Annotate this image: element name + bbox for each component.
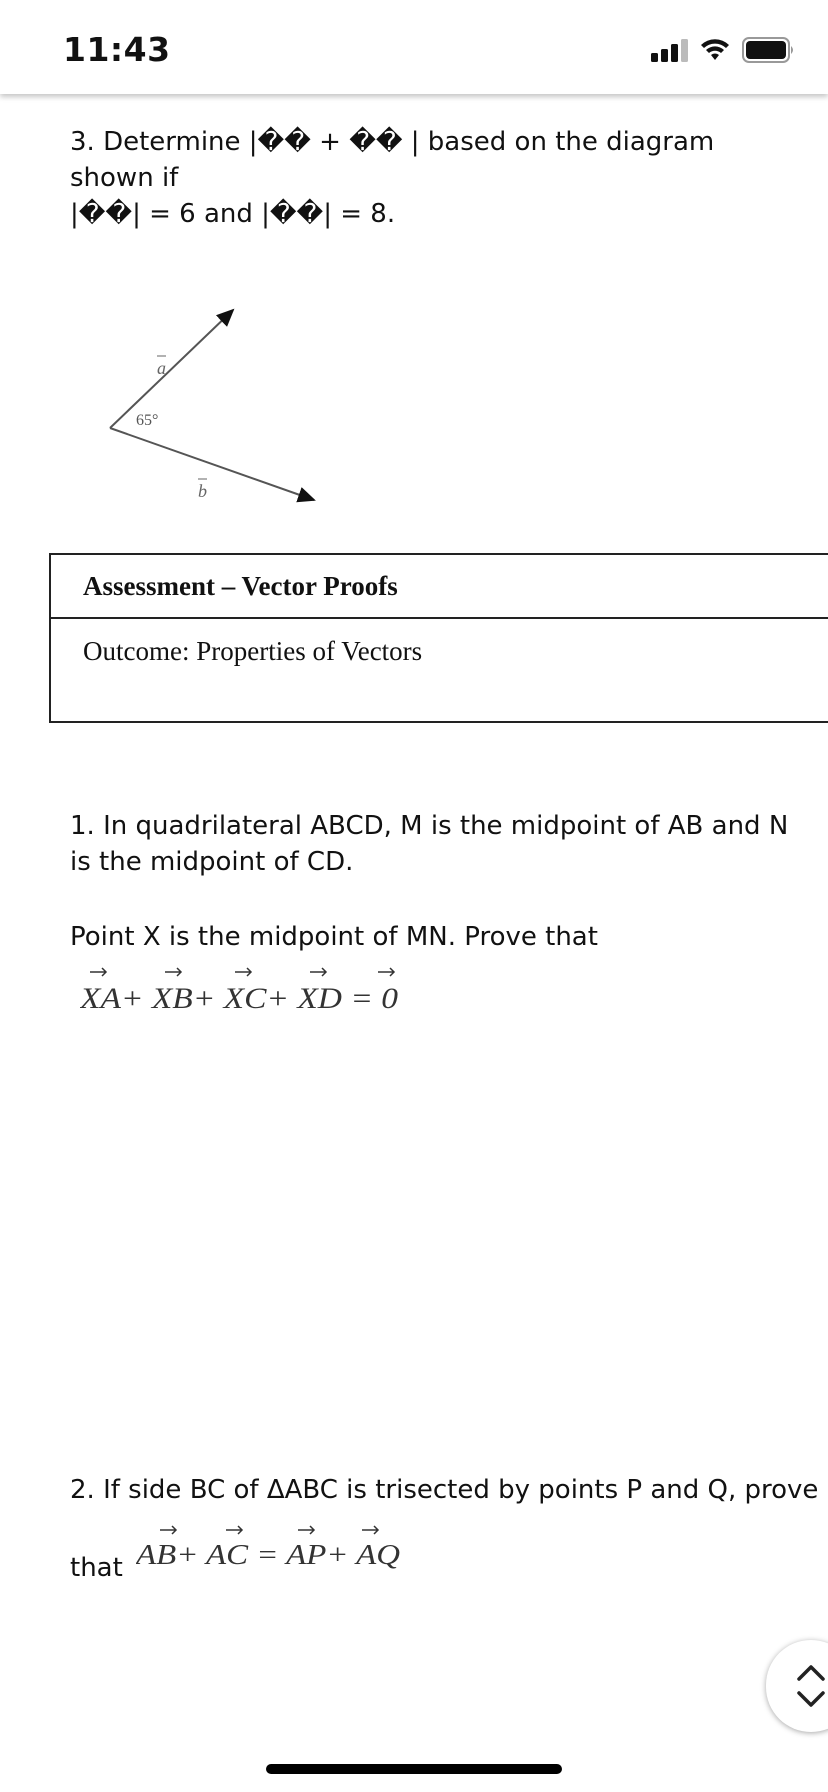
- home-indicator[interactable]: [266, 1764, 562, 1774]
- question-3-line2: |��| = 6 and |��| = 8.: [70, 199, 396, 229]
- question-1-equation: [80, 960, 410, 1030]
- chevron-icons: [791, 1651, 828, 1721]
- assessment-outcome: Outcome: Properties of Vectors: [83, 636, 423, 666]
- status-time: 11:43: [63, 30, 171, 69]
- question-3-line1: 3. Determine |�� + �� | based on the diagram shown if: [70, 127, 715, 193]
- assessment-table: [49, 553, 828, 723]
- equation-1-arrows: [80, 960, 410, 1022]
- signal-icon: [651, 38, 691, 62]
- wifi-icon: [699, 36, 731, 62]
- angle-label: 65°: [136, 412, 159, 429]
- question-2-equation: [136, 1520, 426, 1588]
- chevron-up-icon[interactable]: [799, 1667, 823, 1679]
- chevron-down-icon[interactable]: [799, 1693, 823, 1705]
- equation-2-text: AB+ AC = AP+ AQ: [136, 1539, 401, 1571]
- question-1-prompt: Point X is the midpoint of MN. Prove that: [70, 922, 598, 952]
- battery-icon: [742, 37, 795, 63]
- vector-a-line: [110, 310, 233, 428]
- equation-2-arrows: [136, 1520, 426, 1580]
- vector-b-line: [110, 428, 314, 500]
- question-1-text: 1. In quadrilateral ABCD, M is the midpoint of AB and N is the midpoint of CD.: [70, 811, 789, 877]
- question-2-that: that: [70, 1553, 123, 1583]
- assessment-title: Assessment – Vector Proofs: [83, 571, 398, 601]
- page-nav-pill[interactable]: [766, 1640, 828, 1732]
- status-bar: [0, 0, 828, 94]
- vector-a-label: a: [157, 358, 166, 378]
- vector-b-label: b: [198, 481, 207, 501]
- question-2-text: 2. If side BC of ΔABC is trisected by points P and Q, prove: [70, 1475, 819, 1505]
- vector-diagram: [100, 290, 340, 530]
- equation-1-text: XA+ XB+ XC+ XD = 0: [80, 982, 398, 1015]
- question-3-text: [70, 124, 770, 232]
